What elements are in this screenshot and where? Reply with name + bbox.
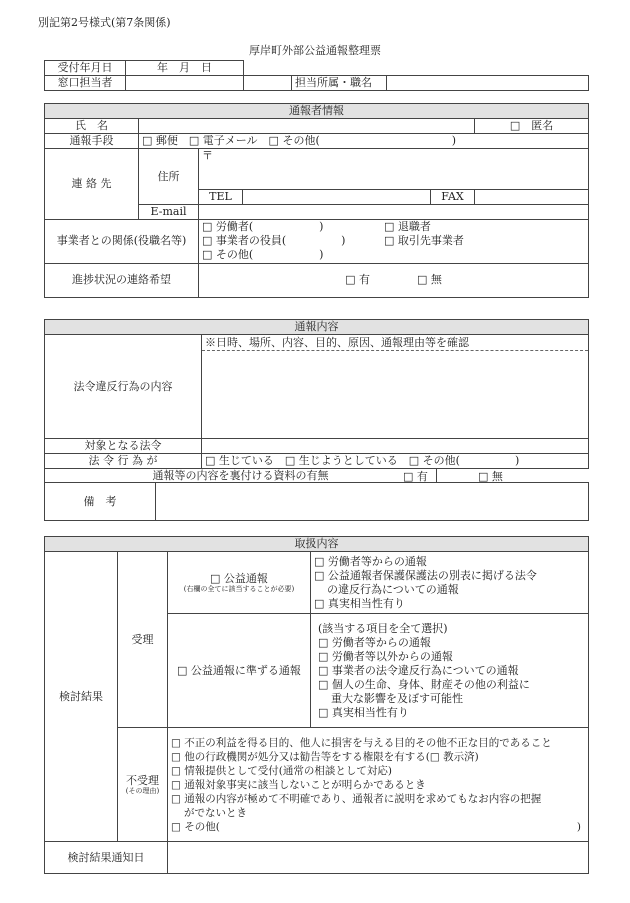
list-item[interactable]: □ 事業者の法令違反行為についての通報 xyxy=(318,663,519,677)
list-item[interactable]: □ 他の行政機関が処分又は勧告等をする権限を有する(□ 教示済) xyxy=(171,750,479,763)
evidence-options[interactable] xyxy=(300,470,588,484)
relation-options[interactable] xyxy=(199,219,589,263)
other-checkbox[interactable]: □ その他( xyxy=(171,820,220,833)
notify-field[interactable] xyxy=(168,842,589,874)
relation-option[interactable]: □ 取引先事業者 xyxy=(384,234,464,248)
remarks-label: 備 考 xyxy=(45,483,156,521)
list-item[interactable] xyxy=(171,820,585,834)
accepted-label: 受理 xyxy=(118,552,168,728)
list-item[interactable]: □ 情報提供として受付(通常の相談として対応) xyxy=(171,764,392,777)
method-label: 通報手段 xyxy=(45,134,139,149)
list-item[interactable]: □ 労働者等からの通報 xyxy=(318,635,431,649)
list-item[interactable]: □ 真実相当性有り xyxy=(314,596,405,610)
list-item[interactable]: □ 労働者等からの通報 xyxy=(314,554,427,568)
law-label: 対象となる法令 xyxy=(45,439,202,454)
list-item: 重大な影響を及ぼす可能性 xyxy=(331,691,463,705)
list-item[interactable]: □ 通報対象事実に該当しないことが明らかであるとき xyxy=(171,778,426,791)
handling-table xyxy=(44,536,589,874)
list-item[interactable]: □ 通報の内容が極めて不明確であり、通報者に説明を求めてもなお内容の把握 xyxy=(171,792,542,805)
relation-option[interactable]: □ 事業者の役員( ) xyxy=(202,234,346,248)
window-staff-field[interactable] xyxy=(126,75,244,90)
law-field[interactable] xyxy=(202,439,589,454)
report-header: 通報内容 xyxy=(45,320,589,335)
reporter-table xyxy=(44,103,589,298)
dept-field[interactable] xyxy=(387,75,589,90)
notify-label: 検討結果通知日 xyxy=(45,842,168,874)
list-item: (該当する項目を全て選択) xyxy=(318,621,448,635)
tel-field[interactable] xyxy=(243,190,431,205)
email-field[interactable] xyxy=(199,204,589,219)
violation-label: 法令違反行為の内容 xyxy=(45,335,202,439)
method-options[interactable]: □ 郵便 □ 電子メール □ その他( ) xyxy=(139,134,589,149)
received-date-field[interactable]: 年 月 日 xyxy=(126,61,244,76)
list-item[interactable]: □ 個人の生命、身体、財産その他の利益に xyxy=(318,677,530,691)
list-item[interactable]: □ 公益通報者保護保護法の別表に掲げる法令 xyxy=(314,568,537,582)
public-interest-items xyxy=(311,552,589,614)
relation-label: 事業者との関係(役職名等) xyxy=(45,219,199,263)
relation-option[interactable]: □ 退職者 xyxy=(384,220,431,234)
progress-options[interactable] xyxy=(199,263,589,297)
violation-note: ※日時、場所、内容、目的、原因、通報理由等を確認 xyxy=(202,335,588,351)
remarks-field[interactable] xyxy=(156,483,589,521)
email-label: E-mail xyxy=(139,204,199,219)
reporter-header: 通報者情報 xyxy=(45,104,589,119)
quasi-items xyxy=(311,614,589,728)
name-label: 氏 名 xyxy=(45,119,139,134)
evidence-yes[interactable]: □ 有 xyxy=(403,470,428,483)
contact-label: 連 絡 先 xyxy=(45,149,139,220)
rejected-label: 不受理 xyxy=(126,773,159,787)
progress-no[interactable]: □ 無 xyxy=(417,273,442,287)
list-item[interactable]: □ 不正の利益を得る目的、他人に損害を与える目的その他不正な目的であること xyxy=(171,736,552,749)
relation-option[interactable]: □ その他( ) xyxy=(202,247,324,261)
report-table xyxy=(44,319,589,521)
received-date-label: 受付年月日 xyxy=(45,61,126,76)
name-field[interactable] xyxy=(139,119,475,134)
reception-table xyxy=(44,60,589,91)
rejected-cell xyxy=(118,728,168,842)
handling-header: 取扱内容 xyxy=(45,537,589,552)
fax-label: FAX xyxy=(431,190,475,205)
status-options[interactable]: □ 生じている □ 生じようとしている □ その他( ) xyxy=(202,453,589,468)
gap-cell xyxy=(244,75,292,90)
list-item[interactable]: □ 労働者等以外からの通報 xyxy=(318,649,453,663)
address-field[interactable] xyxy=(199,149,589,190)
public-interest-note: (右欄の全てに該当することが必要) xyxy=(183,584,295,593)
status-label: 法 令 行 為 が xyxy=(45,453,202,468)
close-paren: ) xyxy=(576,820,581,833)
result-label: 検討結果 xyxy=(45,552,118,842)
quasi-checkbox[interactable]: □ 公益通報に準ずる通報 xyxy=(168,614,311,728)
evidence-no[interactable]: □ 無 xyxy=(478,470,503,483)
list-item: の違反行為についての通報 xyxy=(327,582,459,596)
dept-label: 担当所属・職名 xyxy=(292,75,387,90)
anonymous-checkbox[interactable]: □ 匿名 xyxy=(475,119,589,134)
rejected-note: (その理由) xyxy=(125,786,160,795)
progress-yes[interactable]: □ 有 xyxy=(345,273,371,287)
list-item: がでないとき xyxy=(184,806,247,819)
public-interest-cell[interactable] xyxy=(168,552,311,614)
postal-mark: 〒 xyxy=(202,149,213,162)
public-interest-checkbox[interactable]: □ 公益通報 xyxy=(210,571,268,585)
document-title: 厚岸町外部公益通報整理票 xyxy=(249,44,381,57)
list-item[interactable]: □ 真実相当性有り xyxy=(318,705,409,719)
address-label: 住所 xyxy=(139,149,199,205)
form-label: 別記第2号様式(第7条関係) xyxy=(38,16,171,29)
rejected-items xyxy=(168,728,589,842)
blank-cell xyxy=(244,61,589,76)
tel-label: TEL xyxy=(199,190,243,205)
evidence-label: 通報等の内容を裏付ける資料の有無 xyxy=(45,468,437,483)
violation-field[interactable] xyxy=(202,335,589,439)
fax-field[interactable] xyxy=(475,190,589,205)
progress-label: 進捗状況の連絡希望 xyxy=(45,263,199,297)
relation-option[interactable]: □ 労働者( ) xyxy=(202,220,324,234)
window-staff-label: 窓口担当者 xyxy=(45,75,126,90)
